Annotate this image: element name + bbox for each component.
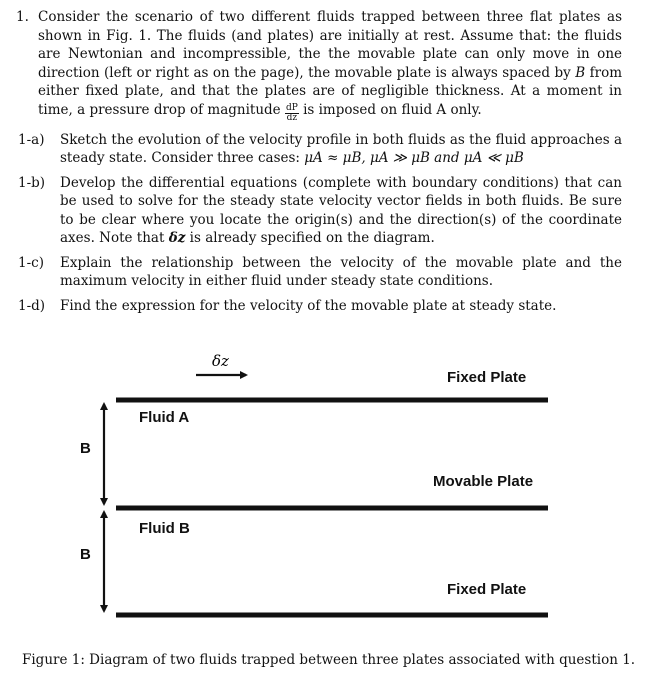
gap-b-lower-label: B [80,546,91,563]
part-1d: 1-d) Find the expression for the velocity of the movable plate at steady state. [18,297,557,314]
question-1 [16,8,622,321]
question-intro: Consider the scenario of two different fluids trapped between three flat plates as shown in Fig. 1. The fluids (and plates) are initially at rest. Assume that: the fluids are Newtonian and incompressible, the the movable plate can only move in one direction (left or right as on the page), the movable plate is always spaced by B from either fixed plate, and that the plates are of negligible thickness. At a moment in time, a pressure drop of magnitude $\frac{dP}{dz}$ is imposed on fluid A only. [38,9,622,123]
question-number: 1. [16,9,29,25]
delta-z-label: δz [212,352,229,370]
part-1b: 1-b) Develop the differential equations (complete with boundary conditions) that can be used to solve for the steady state velocity vector fields in both fluids. Be sure to be clear where you locate the origin(s) and the direction(s) of the coordinate axes. Note that δz is already specified on the diagram. [18,174,622,246]
fluid-b-label: Fluid B [139,520,190,537]
plates-diagram [0,340,650,640]
bottom-plate-label: Fixed Plate [447,581,527,598]
figure-caption: Figure 1: Diagram of two fluids trapped between three plates associated with question 1. [22,652,636,668]
gap-b-upper-label: B [80,440,91,457]
part-1a: 1-a) Sketch the evolution of the velocity profile in both fluids as the fluid approaches a steady state. Consider three cases: μA ≈ μB, μA ≫ μB and μA ≪ μB [18,131,622,166]
part-1c: 1-c) Explain the relationship between the velocity of the movable plate and the maximum velocity in either fluid under steady state conditions. [18,254,622,289]
question-parts [16,131,622,316]
fluid-a-label: Fluid A [139,409,190,426]
top-plate-label: Fixed Plate [447,369,527,386]
middle-plate-label: Movable Plate [433,473,534,490]
